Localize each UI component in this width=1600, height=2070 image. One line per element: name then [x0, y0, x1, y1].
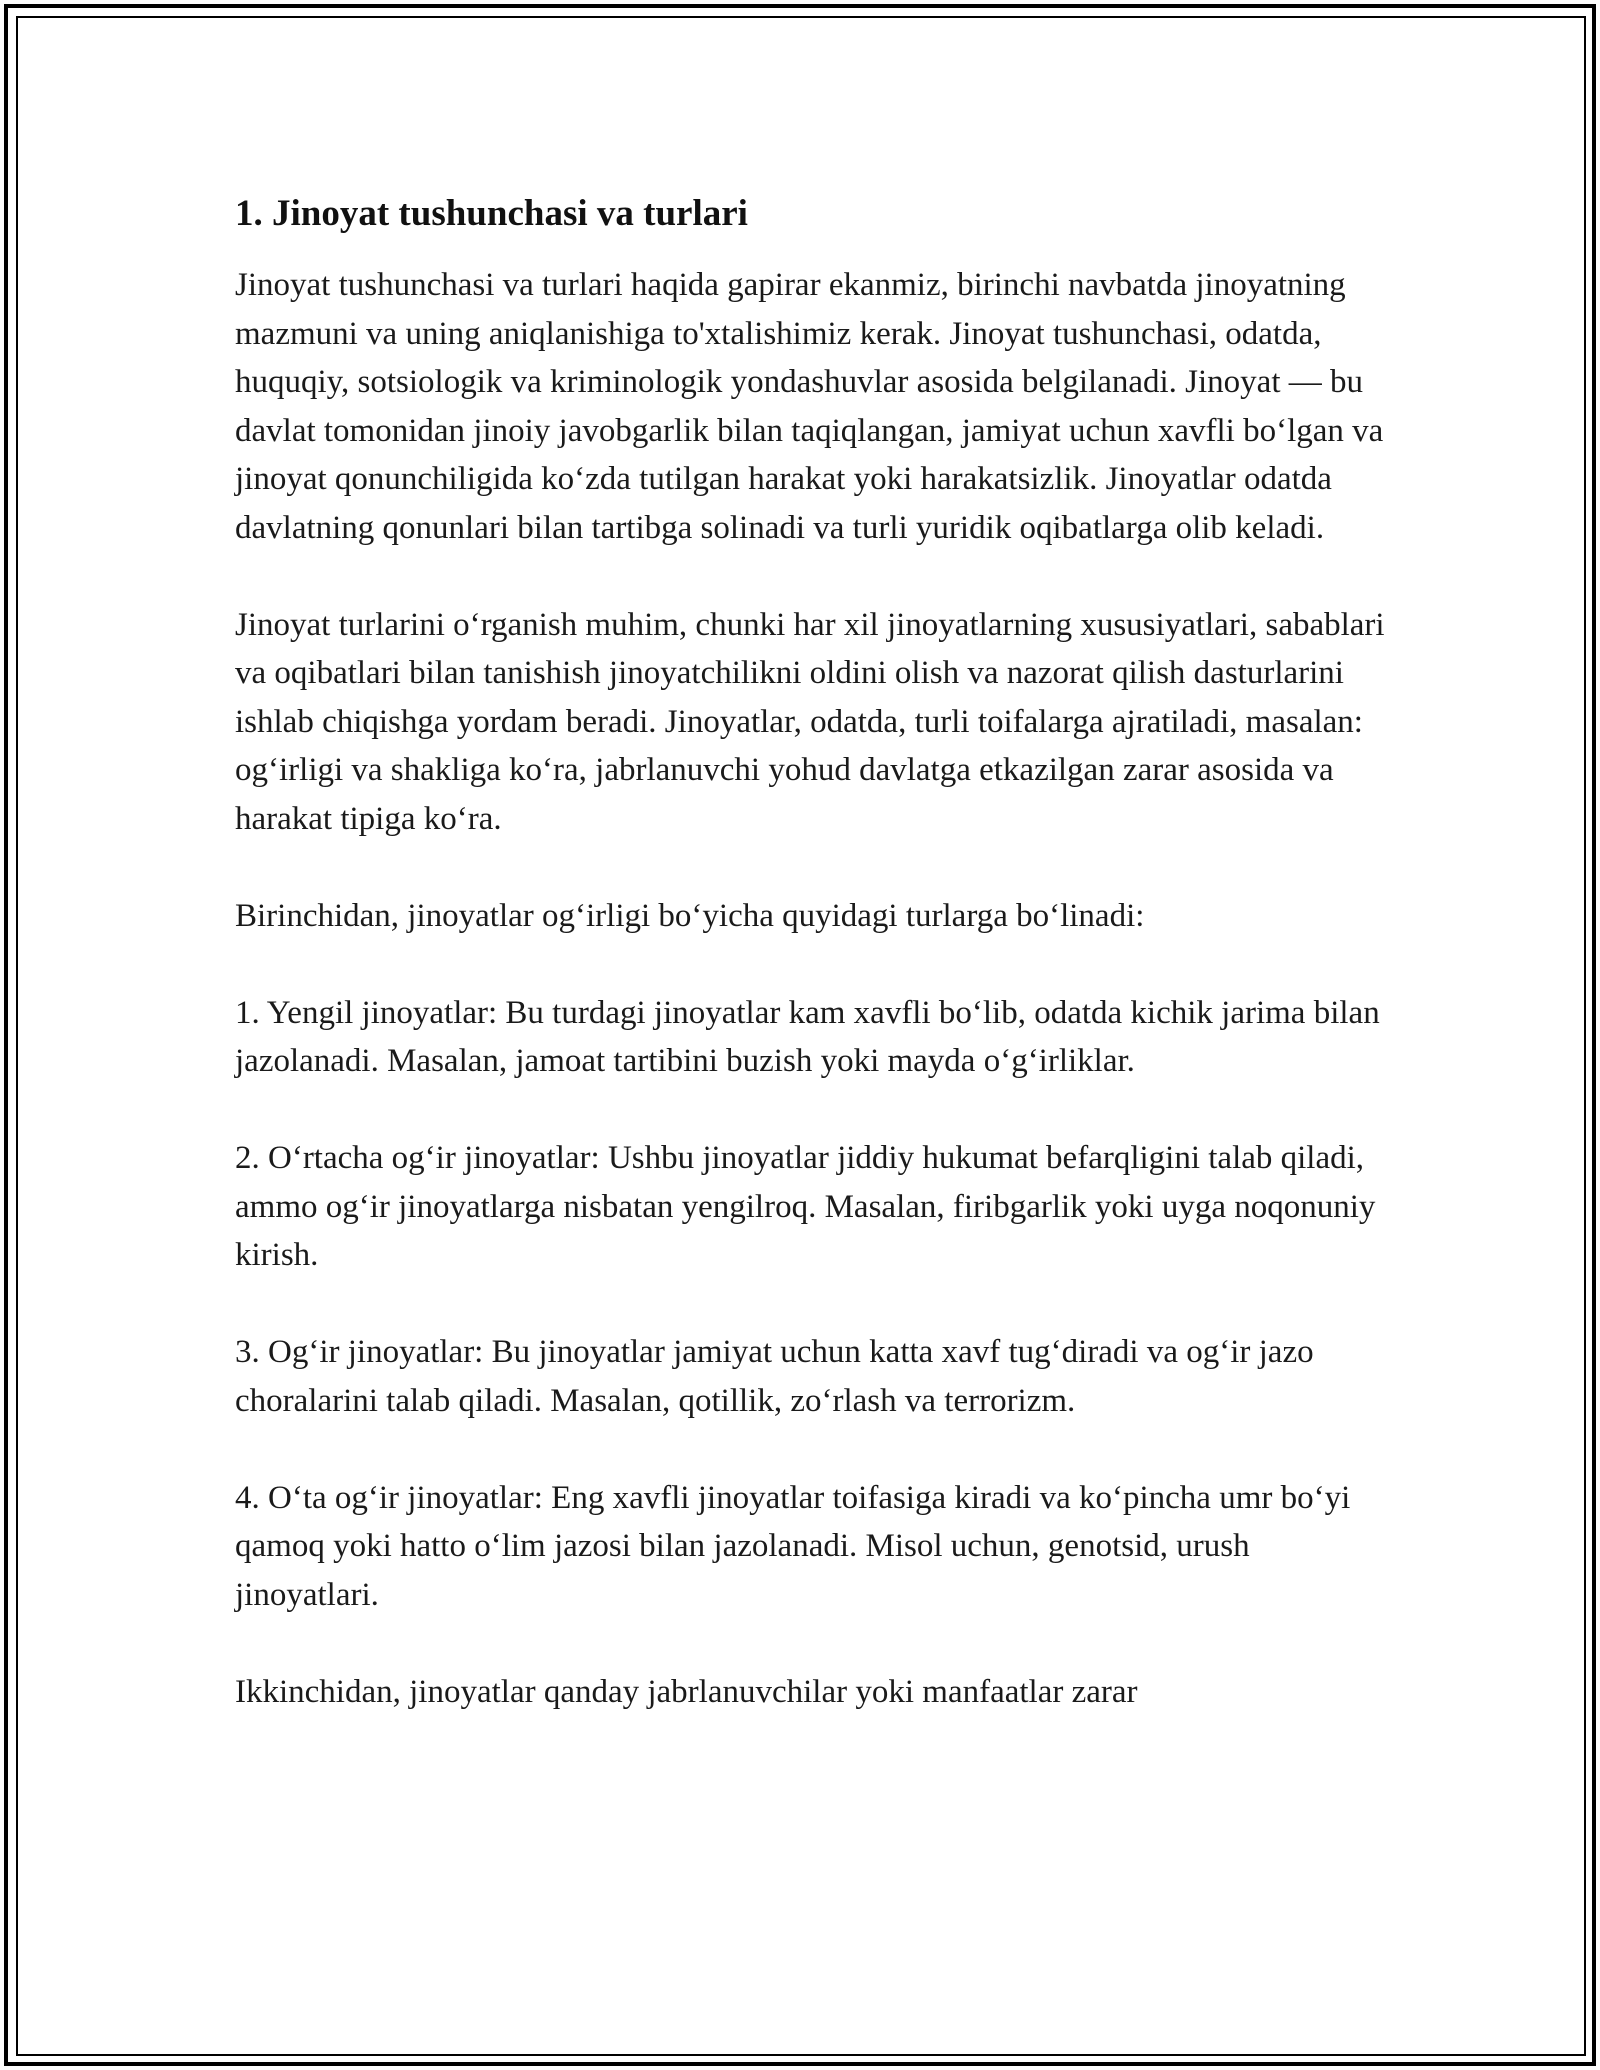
paragraph-secondly: Ikkinchidan, jinoyatlar qanday jabrlanuvchilar yoki manfaatlar zarar — [235, 1673, 1138, 1710]
paragraph-classification-intro: Birinchidan, jinoyatlar ogʻirligi boʻyicha quyidagi turlarga boʻlinadi: — [235, 897, 1145, 934]
list-item-serious-crimes: 3. Ogʻir jinoyatlar: Bu jinoyatlar jamiyat uchun katta xavf tugʻdiradi va ogʻir jazo choralarini talab qiladi. Masalan, qotillik, zoʻrlash va terrorizm. — [235, 1334, 1314, 1419]
list-item-grave-crimes: 4. Oʻta ogʻir jinoyatlar: Eng xavfli jinoyatlar toifasiga kiradi va koʻpincha umr boʻyi qamoq yoki hatto oʻlim jazosi bilan jazolanadi. Misol uchun, genotsid, urush jinoyatlari. — [235, 1479, 1351, 1613]
list-item-light-crimes: 1. Yengil jinoyatlar: Bu turdagi jinoyatlar kam xavfli boʻlib, odatda kichik jarima bilan jazolanadi. Masalan, jamoat tartibini buzish yoki mayda oʻgʻirliklar. — [235, 994, 1380, 1079]
list-item-medium-crimes: 2. Oʻrtacha ogʻir jinoyatlar: Ushbu jinoyatlar jiddiy hukumat befarqligini talab qiladi, ammo ogʻir jinoyatlarga nisbatan yengilroq. Masalan, firibgarlik yoki uyga noqonuniy kirish. — [235, 1140, 1376, 1273]
section-heading: 1. Jinoyat tushunchasi va turlari — [235, 193, 748, 234]
document-body — [235, 182, 1400, 1765]
paragraph-importance: Jinoyat turlarini oʻrganish muhim, chunki har xil jinoyatlarning xususiyatlari, sabablari va oqibatlari bilan tanishish jinoyatchilikni oldini olish va nazorat qilish dasturlarini ishlab chiqishga yordam beradi. Jinoyatlar, odatda, turli toifalarga ajratiladi, masalan: ogʻirligi va shakliga koʻra, jabrlanuvchi yohud davlatga etkazilgan zarar asosida va harakat tipiga koʻra. — [235, 606, 1385, 837]
paragraph-definition: Jinoyat tushunchasi va turlari haqida gapirar ekanmiz, birinchi navbatda jinoyatning mazmuni va uning aniqlanishiga to'xtalishimiz kerak. Jinoyat tushunchasi, odatda, huquqiy, sotsiologik va kriminologik yondashuvlar asosida belgilanadi. Jinoyat — bu davlat tomonidan jinoiy javobgarlik bilan taqiqlangan, jamiyat uchun xavfli boʻlgan va jinoyat qonunchiligida koʻzda tutilgan harakat yoki harakatsizlik. Jinoyatlar odatda davlatning qonunlari bilan tartibga solinadi va turli yuridik oqibatlarga olib keladi. — [235, 267, 1384, 546]
